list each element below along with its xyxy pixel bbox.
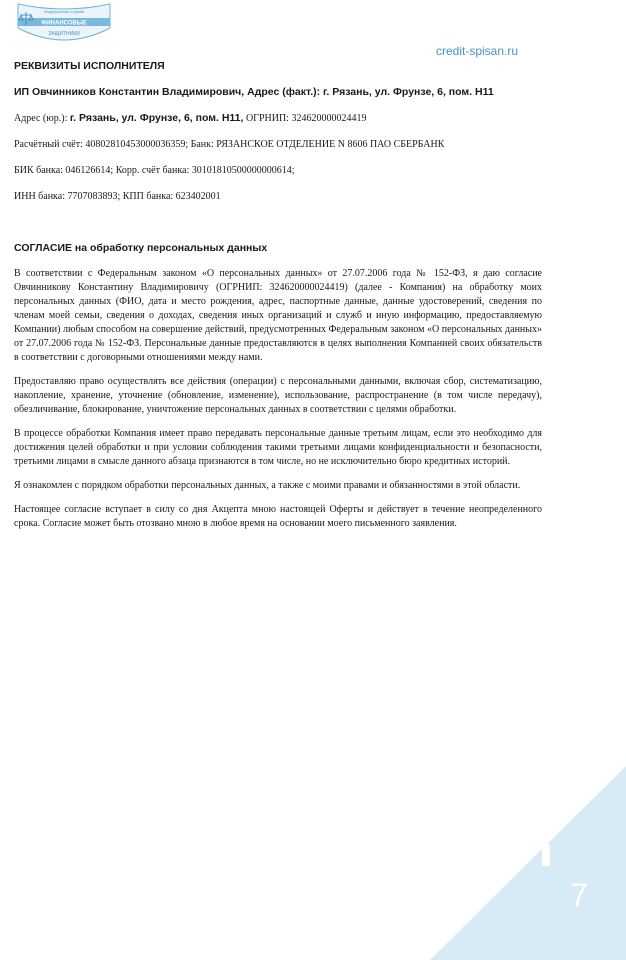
consent-paragraph: Настоящее согласие вступает в силу со дня Акцепта мною настоящей Оферты и действует в течение неопределенного срока. Согласие может быть отозвано мною в любое время на основании моего письменного заявления. — [14, 504, 542, 529]
ogrnip: ОГРНИП: 324620000024419 — [245, 113, 367, 124]
consent-paragraph: В процессе обработки Компания имеет право передавать персональные данные третьим лицам, если это необходимо для достижения целей обработки и при условии соблюдения такими третьими лицами конфиденциальности и безопасности, третьими лицами в смысле данного абзаца признаются в том числе, но не исключительно бюро кредитных историй. — [14, 428, 542, 467]
consent-title: СОГЛАСИЕ на обработку персональных данных — [14, 242, 268, 254]
consent-paragraph: В соответствии с Федеральным законом «О персональных данных» от 27.07.2006 года № 152-ФЗ, я даю согласие Овчинникову Константину Владимировичу (ОГРНИП: 324620000024419) (далее - Компания) на обработку моих персональных данных (ФИО, дата и место рождения, адрес, паспортные данные, данные удостоверений, сведения по членам моей семьи, сведения о доходах, сведения иных организаций и служб и иную информацию, предоставляемую Компании) любым способом на совершение действий, предусмотренных Федеральным законом «О персональных данных» от 27.07.2006 года № 152-ФЗ. Персональные данные предоставляются в целях выполнения Компанией своих обязательств в соответствии с договорными отношениями между нами. — [14, 268, 542, 363]
document-body — [14, 60, 542, 541]
logo-shield-icon — [12, 2, 116, 52]
inn-line: ИНН банка: 7707083893; КПП банка: 623402001 — [14, 191, 221, 202]
logo-text-top: Федеральная служба — [44, 9, 84, 14]
consent-paragraph: Предоставляю право осуществлять все действия (операции) с персональными данными, включая сбор, систематизацию, накопление, хранение, уточнение (обновление, изменение), использование, распространение (в том числе передачу), обезличивание, блокирование, уничтожение персональных данных в соответствии с целями обработки. — [14, 376, 542, 415]
bik-line: БИК банка: 046126614; Корр. счёт банка: 30101810500000000614; — [14, 165, 295, 176]
logo-text-mid: ФИНАНСОВЫЕ — [41, 20, 87, 27]
legal-address-label: Адрес (юр.): — [14, 113, 68, 124]
legal-address-line — [14, 112, 542, 124]
site-url: credit-spisan.ru — [436, 44, 519, 58]
consent-paragraph: Я ознакомлен с порядком обработки персональных данных, а также с моими правами и обязанностями в этой области. — [14, 480, 521, 491]
page-number: 7 — [570, 877, 588, 913]
legal-address-value: г. Рязань, ул. Фрунзе, 6, пом. Н11, — [69, 112, 244, 124]
requisites-name-line: ИП Овчинников Константин Владимирович, Адрес (факт.): г. Рязань, ул. Фрунзе, 6, пом. Н11 — [14, 86, 494, 98]
account-line: Расчётный счёт: 40802810453000036359; Банк: РЯЗАНСКОЕ ОТДЕЛЕНИЕ N 8606 ПАО СБЕРБАНК — [14, 139, 445, 150]
requisites-title: РЕКВИЗИТЫ ИСПОЛНИТЕЛЯ — [14, 60, 165, 72]
corner-decoration — [430, 766, 626, 960]
logo-text-bot: ЗАЩИТНИКИ — [48, 31, 80, 37]
